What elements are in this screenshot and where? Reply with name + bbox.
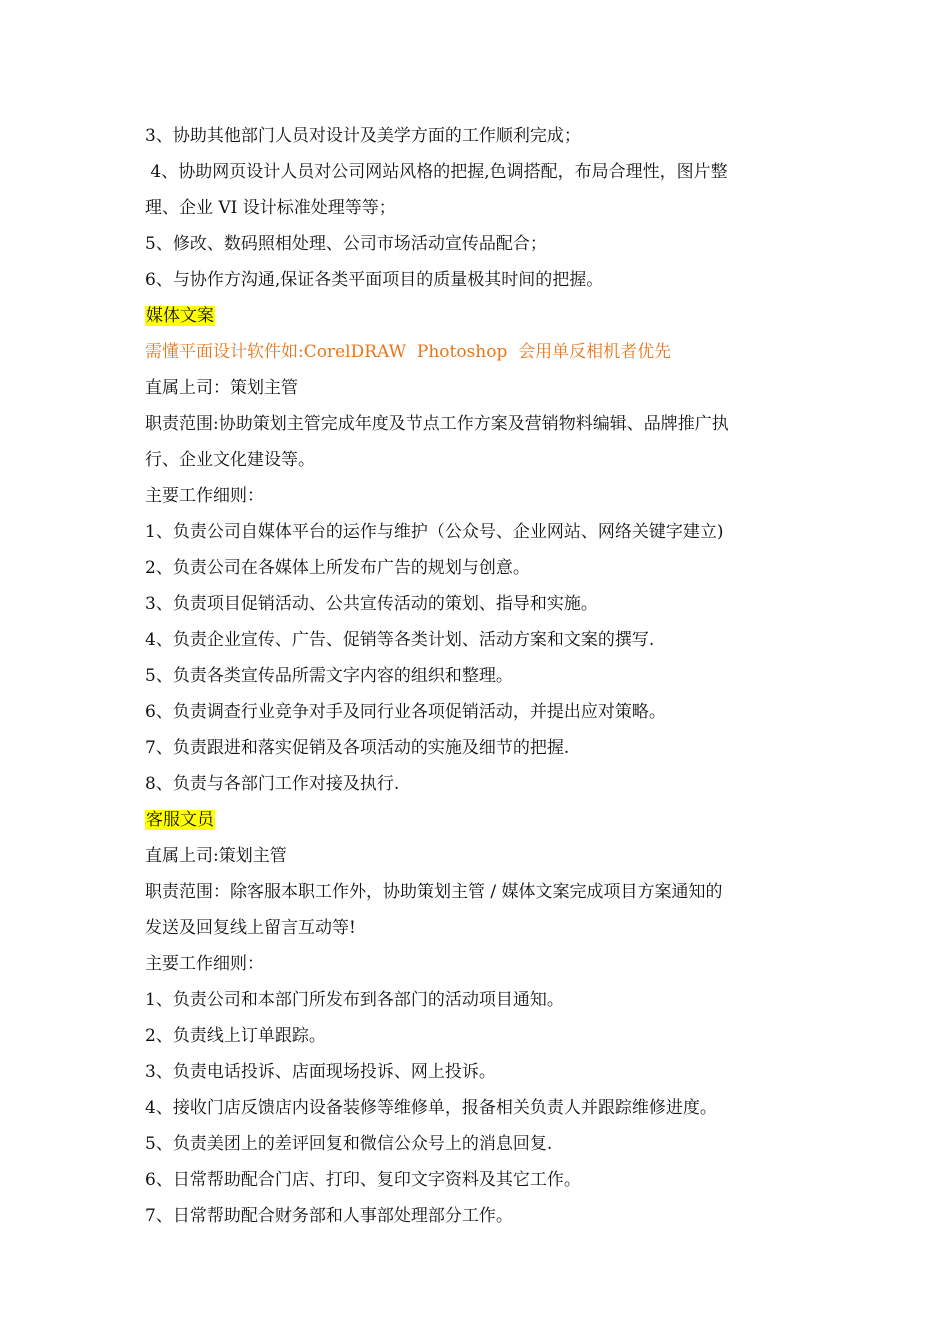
media-scope-line2: 行、企业文化建设等。 — [145, 450, 315, 470]
document-page — [145, 118, 815, 1234]
list-item: 2、负责公司在各媒体上所发布广告的规划与创意。 — [145, 558, 530, 578]
media-copywriter-section — [145, 298, 815, 802]
list-item: 5、负责各类宣传品所需文字内容的组织和整理。 — [145, 666, 513, 686]
list-item: 6、日常帮助配合门店、打印、复印文字资料及其它工作。 — [145, 1170, 581, 1190]
customer-service-section — [145, 802, 815, 1234]
design-duties-list — [145, 118, 815, 298]
media-supervisor: 直属上司：策划主管 — [145, 378, 298, 398]
media-heading: 媒体文案 — [146, 306, 214, 326]
list-item: 3、负责项目促销活动、公共宣传活动的策划、指导和实施。 — [145, 594, 598, 614]
design-duty-5: 5、修改、数码照相处理、公司市场活动宣传品配合； — [145, 234, 547, 254]
list-item: 2、负责线上订单跟踪。 — [145, 1026, 326, 1046]
design-duty-6: 6、与协作方沟通,保证各类平面项目的质量极其时间的把握。 — [145, 270, 604, 290]
list-item: 5、负责美团上的差评回复和微信公众号上的消息回复. — [145, 1134, 553, 1154]
list-item: 7、负责跟进和落实促销及各项活动的实施及细节的把握. — [145, 738, 570, 758]
design-duty-3: 3、协助其他部门人员对设计及美学方面的工作顺利完成； — [145, 126, 581, 146]
media-requirement: 需懂平面设计软件如:CorelDRAW Photoshop 会用单反相机者优先 — [145, 342, 672, 362]
list-item: 4、负责企业宣传、广告、促销等各类计划、活动方案和文案的撰写. — [145, 630, 655, 650]
design-duty-4-line2: 理、企业 VI 设计标准处理等等； — [145, 198, 396, 218]
list-item: 8、负责与各部门工作对接及执行. — [145, 774, 400, 794]
media-details-list — [145, 514, 815, 802]
service-supervisor: 直属上司:策划主管 — [145, 846, 287, 866]
service-heading: 客服文员 — [146, 810, 214, 830]
media-scope-line1: 职责范围:协助策划主管完成年度及节点工作方案及营销物料编辑、品牌推广执 — [145, 414, 729, 434]
list-item: 4、接收门店反馈店内设备装修等维修单，报备相关负责人并跟踪维修进度。 — [145, 1098, 717, 1118]
service-details-title: 主要工作细则： — [145, 954, 264, 974]
service-scope-line2: 发送及回复线上留言互动等! — [145, 918, 356, 938]
media-heading-row — [145, 298, 815, 334]
service-heading-row — [145, 802, 815, 838]
design-duty-4-line1: 4、协助网页设计人员对公司网站风格的把握,色调搭配，布局合理性，图片整 — [145, 162, 728, 182]
list-item: 1、负责公司自媒体平台的运作与维护（公众号、企业网站、网络关键字建立) — [145, 522, 724, 542]
media-details-title: 主要工作细则： — [145, 486, 264, 506]
list-item: 1、负责公司和本部门所发布到各部门的活动项目通知。 — [145, 990, 564, 1010]
list-item: 7、日常帮助配合财务部和人事部处理部分工作。 — [145, 1206, 513, 1226]
list-item: 3、负责电话投诉、店面现场投诉、网上投诉。 — [145, 1062, 496, 1082]
list-item: 6、负责调查行业竞争对手及同行业各项促销活动，并提出应对策略。 — [145, 702, 666, 722]
service-details-list — [145, 982, 815, 1234]
service-scope-line1: 职责范围：除客服本职工作外，协助策划主管 / 媒体文案完成项目方案通知的 — [145, 882, 723, 902]
